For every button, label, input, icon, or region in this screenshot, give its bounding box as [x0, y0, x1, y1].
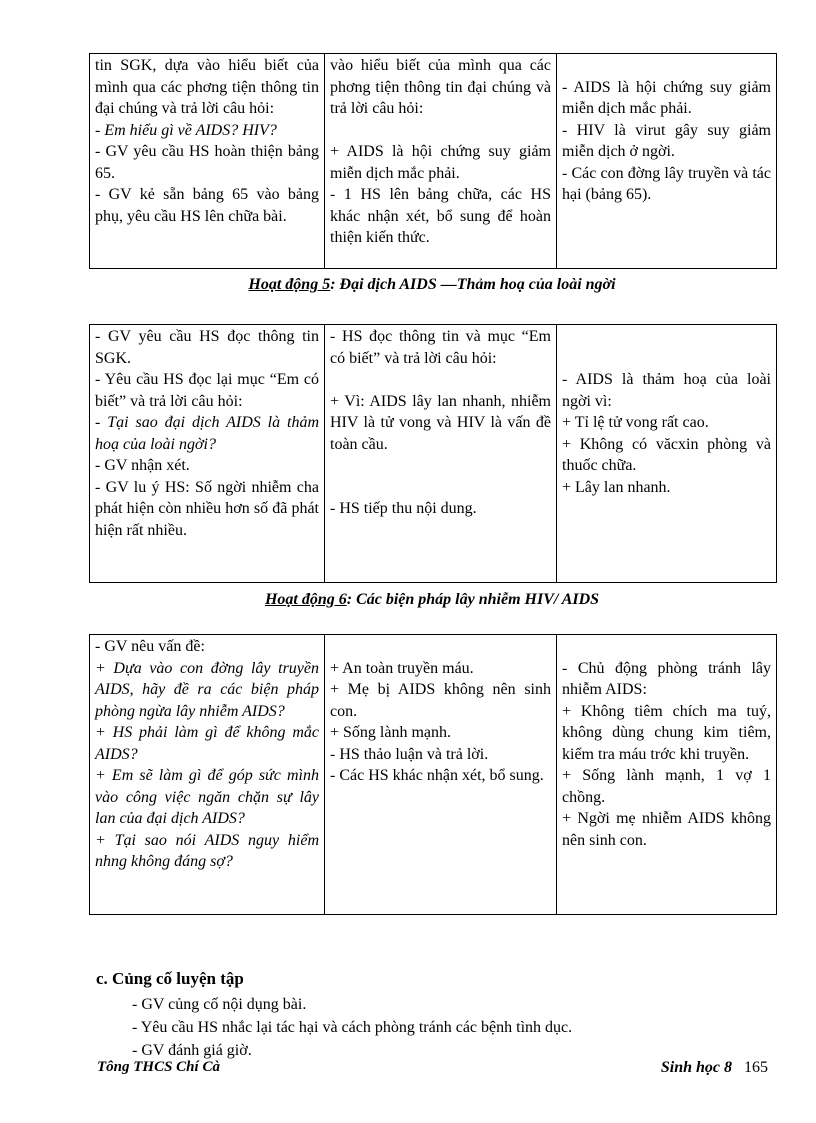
- student-column: [325, 54, 557, 269]
- table-row: [90, 635, 777, 915]
- cell-paragraph: - AIDS là thảm hoạ của loài ngời vì:: [562, 371, 771, 410]
- cell-paragraph: - AIDS là hội chứng suy giảm miễn dịch mắc phải.: [562, 78, 771, 117]
- heading-activity-6: [89, 589, 775, 611]
- cell-paragraph: - GV lu ý HS: Số ngời nhiễm cha phát hiện còn nhiều hơn số đã phát hiện rất nhiều.: [95, 478, 319, 539]
- table-row: [90, 325, 777, 583]
- cell-paragraph: + An toàn truyền máu.: [330, 659, 474, 677]
- content-column: [557, 54, 777, 269]
- cell-paragraph: - Yêu cầu HS đọc lại mục “Em có biết” và trả lời câu hỏi:: [95, 371, 319, 410]
- cell-paragraph: - Tại sao đại dịch AIDS là thảm hoạ của loài ngời?: [95, 414, 319, 453]
- table-row: [90, 54, 777, 269]
- cell-paragraph: - HS thảo luận và trả lời.: [330, 745, 489, 763]
- cell-paragraph: + Sống lành mạnh.: [330, 724, 452, 741]
- cell-paragraph: + Em sẽ làm gì để góp sức mình vào công việc ngăn chặn sự lây lan của đại dịch AIDS?: [95, 767, 319, 827]
- cell-paragraph: - Các con đờng lây truyền và tác hại (bảng 65).: [562, 164, 771, 203]
- teacher-column: [90, 635, 325, 915]
- cell-paragraph: vào hiểu biết của mình qua các phơng tiện thông tin đại chúng và trả lời câu hỏi: + AIDS là hội chứng suy giảm miễn dịch mắc phải.: [330, 57, 551, 182]
- cell-paragraph: - Chủ động phòng tránh lây nhiễm AIDS:: [562, 659, 771, 698]
- table-activity-5: [89, 324, 777, 583]
- list-item: - Yêu cầu HS nhắc lại tác hại và cách phòng tránh các bệnh tình dục.: [132, 1019, 573, 1036]
- cell-paragraph: - Em hiểu gì về AIDS? HIV?: [95, 121, 277, 139]
- page-number: 165: [744, 1059, 768, 1076]
- cell-paragraph: + Không có văcxin phòng và thuốc chữa.: [562, 435, 771, 474]
- student-column: [325, 635, 557, 915]
- table-activity-4: [89, 53, 777, 269]
- heading-activity-5-title: : Đại dịch AIDS —Thảm hoạ của loài ngời: [330, 276, 616, 293]
- cell-paragraph: - 1 HS lên bảng chữa, các HS khác nhận xét, bổ sung để hoàn thiện kiến thức.: [330, 186, 551, 246]
- student-column: [325, 325, 557, 583]
- teacher-column: [90, 54, 325, 269]
- cell-paragraph: + Dựa vào con đờng lây truyền AIDS, hãy đề ra các biện pháp phòng ngừa lây nhiễm AIDS?: [95, 659, 319, 720]
- cell-paragraph: - Các HS khác nhận xét, bổ sung.: [330, 767, 544, 784]
- cell-paragraph: - HS tiếp thu nội dung.: [330, 500, 477, 517]
- heading-activity-6-title: : Các biện pháp lây nhiễm HIV/ AIDS: [346, 591, 600, 608]
- heading-activity-5-label: Hoạt động 5: [248, 276, 331, 293]
- footer-right: [661, 1057, 768, 1079]
- cell-paragraph: + Mẹ bị AIDS không nên sinh con.: [330, 681, 551, 720]
- heading-activity-6-label: Hoạt động 6: [264, 591, 347, 608]
- cell-paragraph: + Tại sao nói AIDS nguy hiểm nhng không đáng sợ?: [95, 831, 319, 870]
- cell-paragraph: - HS đọc thông tin và mục “Em có biết” và trả lời câu hỏi: + Vì: AIDS lây lan nhanh, nhiễm HIV là tử vong và HIV là vấn đề toàn cầu.: [330, 328, 551, 453]
- content-column: [557, 325, 777, 583]
- heading-activity-5: [89, 274, 775, 296]
- list-item: - GV đánh giá giờ.: [132, 1042, 252, 1059]
- cell-paragraph: - HIV là virut gây suy giảm miễn dịch ở ngời.: [562, 121, 771, 160]
- cell-paragraph: + Sống lành mạnh, 1 vợ 1 chồng.: [562, 767, 771, 806]
- footer-school: Tông THCS Chí Cà: [97, 1059, 220, 1075]
- footer-subject: Sinh học 8: [660, 1059, 732, 1076]
- cell-paragraph: - GV nhận xét.: [95, 457, 190, 474]
- cell-paragraph: - GV kẻ sẵn bảng 65 vào bảng phụ, yêu cầu HS lên chữa bài.: [95, 186, 319, 225]
- section-c-title: c. Củng cố luyện tập: [96, 969, 244, 988]
- cell-paragraph: + Ngời mẹ nhiễm AIDS không nên sinh con.: [562, 810, 771, 849]
- cell-paragraph: + HS phải làm gì để không mắc AIDS?: [95, 724, 319, 763]
- cell-paragraph: - GV yêu cầu HS đọc thông tin SGK.: [95, 328, 319, 367]
- table-activity-6: [89, 634, 777, 915]
- list-item: - GV củng cố nội dụng bài.: [132, 996, 307, 1013]
- cell-paragraph: + Tỉ lệ tử vong rất cao.: [562, 414, 709, 431]
- teacher-column: [90, 325, 325, 583]
- cell-paragraph: tin SGK, dựa vào hiểu biết của mình qua các phơng tiện thông tin đại chúng và trả lời câu hỏi:: [95, 57, 319, 117]
- cell-paragraph: + Không tiêm chích ma tuý, không dùng chung kim tiêm, kiểm tra máu trớc khi truyền.: [562, 702, 771, 763]
- cell-paragraph: + Lây lan nhanh.: [562, 478, 671, 496]
- content-column: [557, 635, 777, 915]
- cell-paragraph: - GV yêu cầu HS hoàn thiện bảng 65.: [95, 143, 319, 182]
- section-c-list: [132, 994, 572, 1063]
- cell-paragraph: - GV nêu vấn đề:: [95, 638, 205, 655]
